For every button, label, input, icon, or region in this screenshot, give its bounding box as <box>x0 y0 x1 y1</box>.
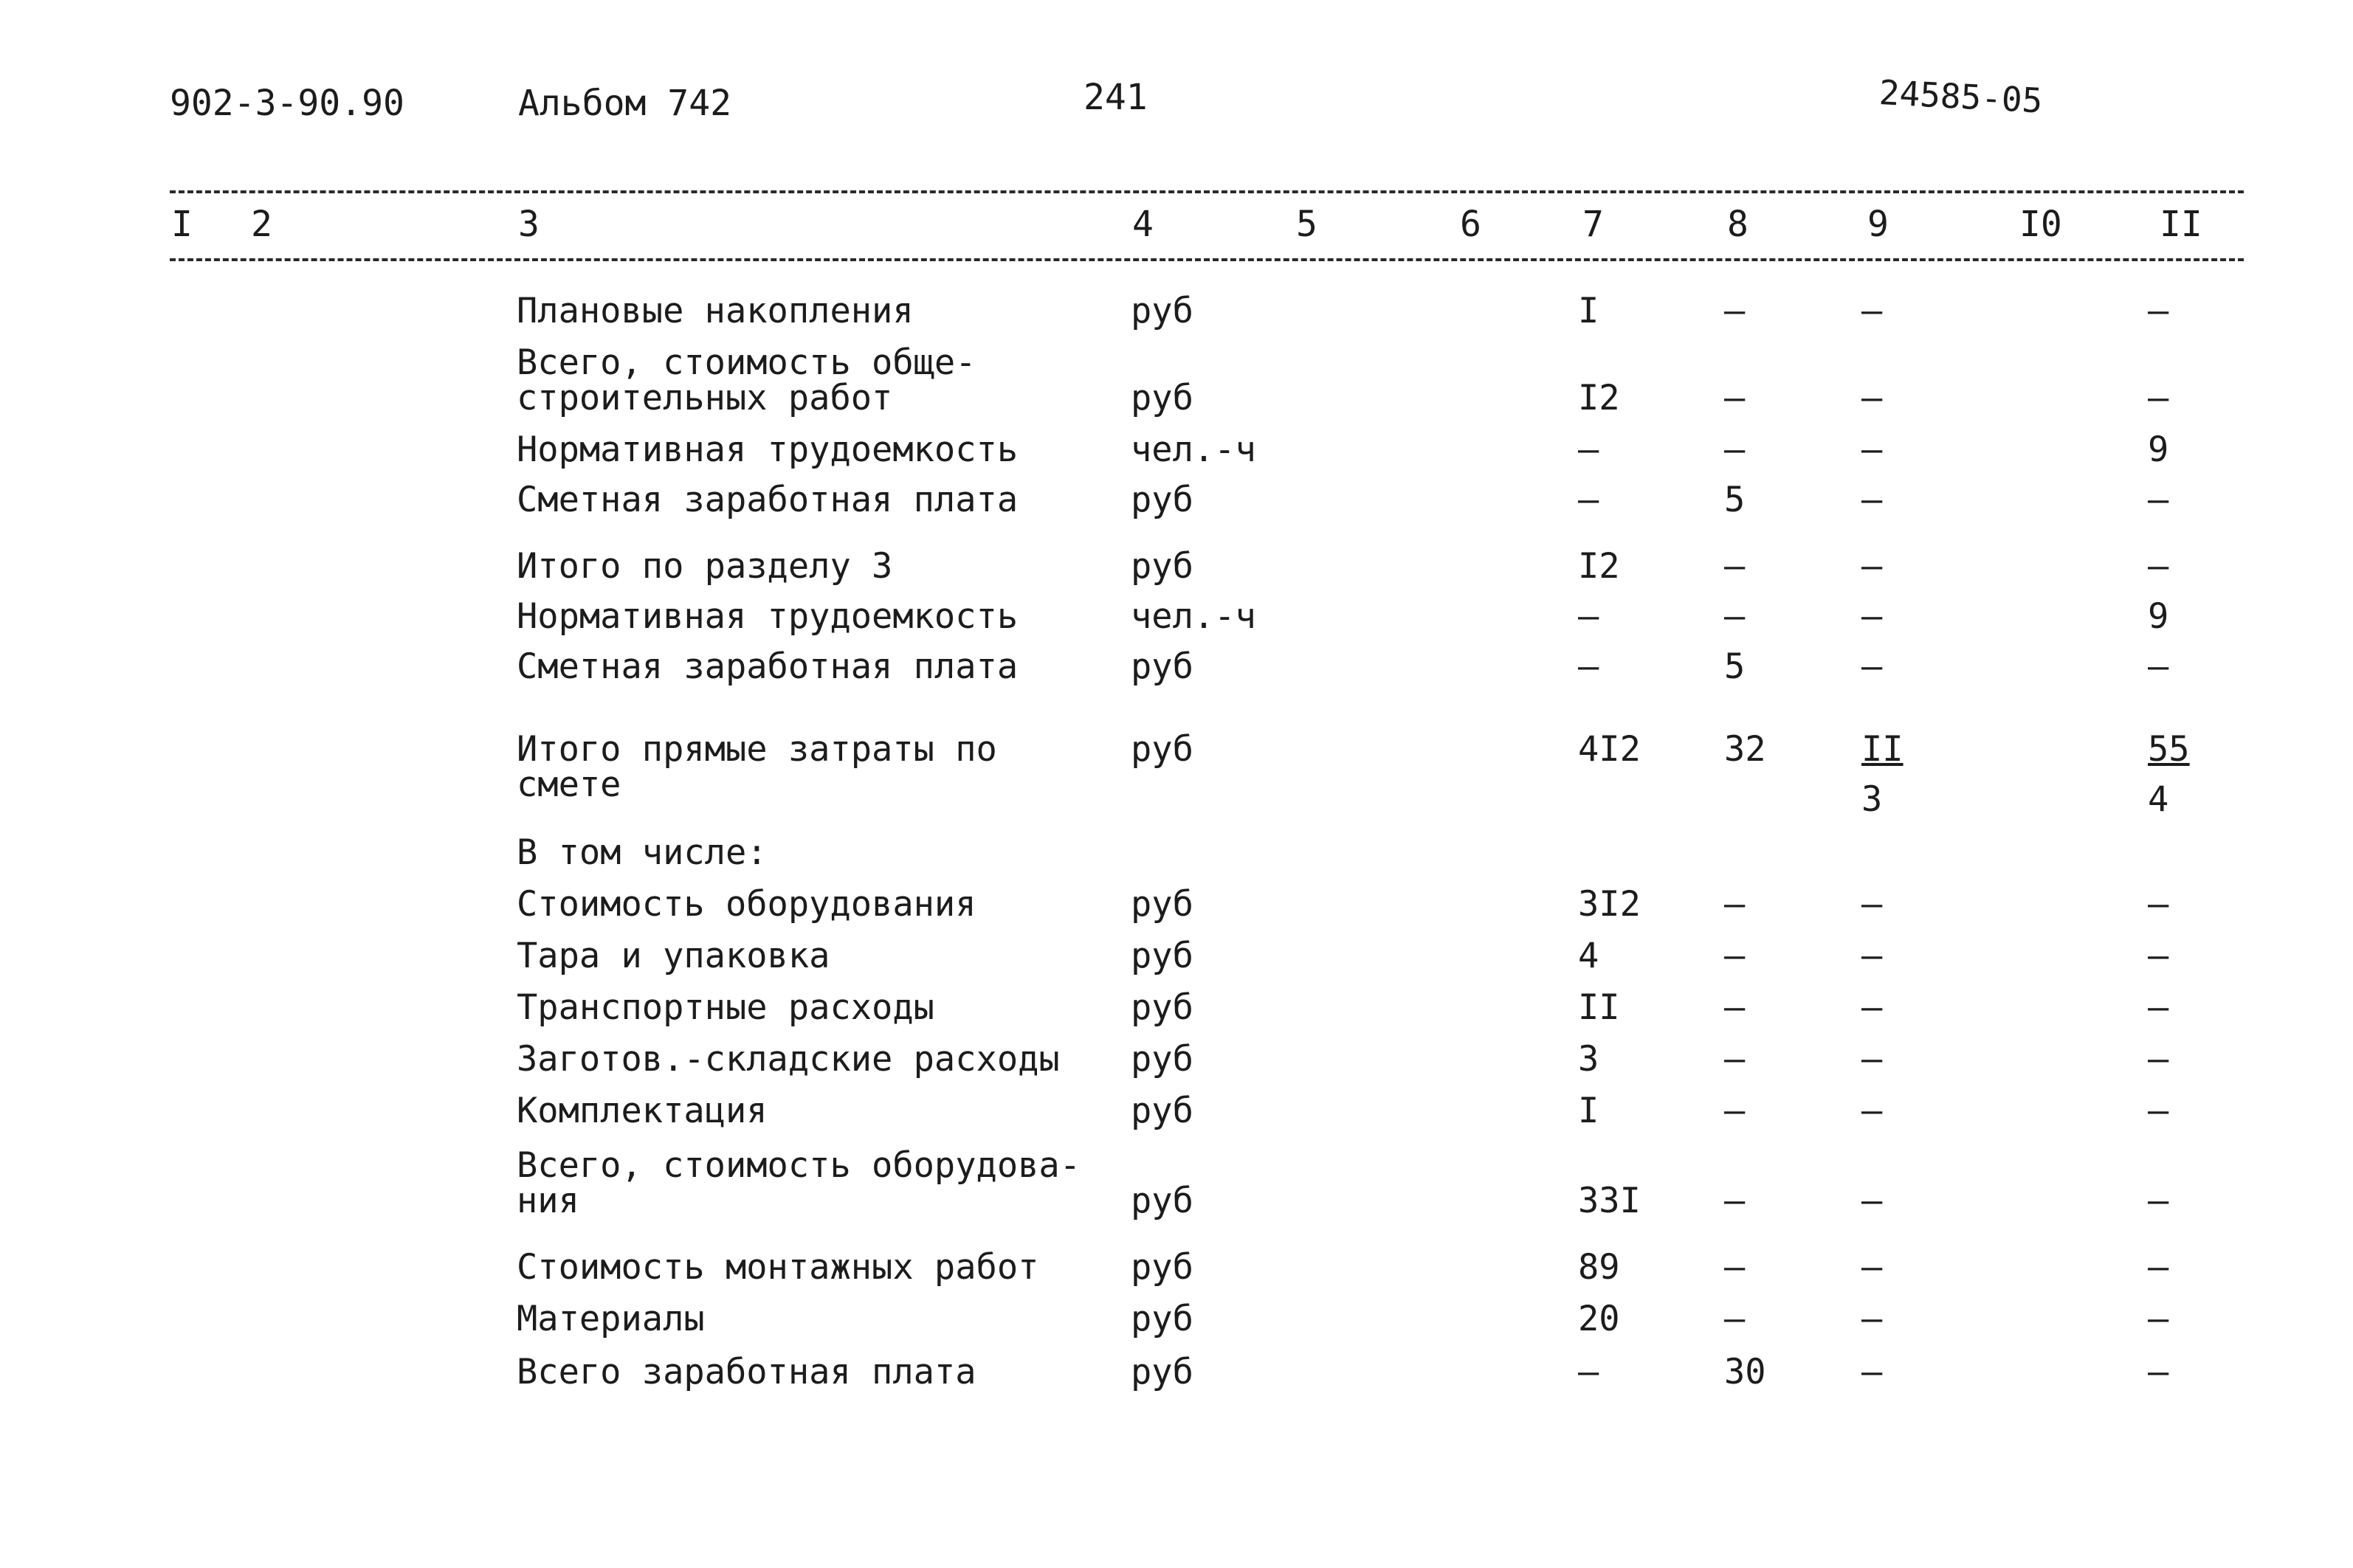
cell-col9: – <box>1861 987 1883 1028</box>
column-number: 5 <box>1296 204 1317 245</box>
cell-col11: – <box>2148 1181 2169 1221</box>
column-number: I <box>171 204 193 245</box>
cell-col7: II <box>1578 987 1620 1028</box>
cell-col8: – <box>1724 1247 1746 1288</box>
cell-col8: – <box>1724 1091 1746 1131</box>
row-unit: руб <box>1131 646 1193 687</box>
cell-col9-denominator: 3 <box>1861 779 1883 820</box>
column-number: 9 <box>1867 204 1889 245</box>
cell-col8: – <box>1724 596 1746 637</box>
cell-col11: – <box>2148 1247 2169 1288</box>
cell-col7: 4I2 <box>1578 729 1641 770</box>
cell-col9: – <box>1861 1352 1883 1392</box>
cell-col9: – <box>1861 936 1883 976</box>
row-unit: руб <box>1131 480 1193 520</box>
row-name: В том числе: <box>517 832 768 873</box>
cell-col7: – <box>1578 429 1599 470</box>
row-name: Всего, стоимость обще- строительных работ <box>517 342 976 418</box>
cell-col9: – <box>1861 596 1883 637</box>
row-name: Нормативная трудоемкость <box>517 596 1019 637</box>
album-label: Альбом 742 <box>518 83 731 124</box>
row-unit: руб <box>1131 936 1193 976</box>
row-name: Всего, стоимость оборудова- ния <box>517 1145 1081 1221</box>
cell-col9: – <box>1861 480 1883 520</box>
column-number: II <box>2160 204 2202 245</box>
cell-col8: – <box>1724 1299 1746 1339</box>
row-unit: руб <box>1131 546 1193 587</box>
row-name: Материалы <box>517 1299 705 1339</box>
row-unit: руб <box>1131 1091 1193 1131</box>
cell-col8: 32 <box>1724 729 1766 770</box>
row-unit: руб <box>1131 987 1193 1028</box>
cell-col8: – <box>1724 987 1746 1028</box>
cell-col11: – <box>2148 1039 2169 1080</box>
cell-col11: 9 <box>2148 596 2169 637</box>
row-name: Тара и упаковка <box>517 936 830 976</box>
row-name: Итого прямые затраты по смете <box>517 729 997 805</box>
cell-col9-numerator: II <box>1861 729 1904 770</box>
cell-col7: I2 <box>1578 546 1620 587</box>
row-name: Стоимость монтажных работ <box>517 1247 1039 1288</box>
row-unit: руб <box>1131 729 1193 770</box>
column-number: 8 <box>1727 204 1749 245</box>
row-unit: руб <box>1131 1039 1193 1080</box>
cell-col11: – <box>2148 646 2169 687</box>
row-unit: чел.-ч <box>1131 429 1256 470</box>
cell-col11: – <box>2148 1352 2169 1392</box>
cell-col7: I2 <box>1578 378 1620 418</box>
cell-col9: – <box>1861 1181 1883 1221</box>
cell-col7: 4 <box>1578 936 1599 976</box>
cell-col8: – <box>1724 378 1746 418</box>
cell-col8: – <box>1724 1039 1746 1080</box>
cell-col8: – <box>1724 291 1746 331</box>
cell-col7: 20 <box>1578 1299 1620 1339</box>
cell-col11: – <box>2148 480 2169 520</box>
cell-col7: 89 <box>1578 1247 1620 1288</box>
cell-col9: – <box>1861 378 1883 418</box>
column-number: 6 <box>1460 204 1481 245</box>
cell-col7: 3 <box>1578 1039 1599 1080</box>
cell-col9: – <box>1861 291 1883 331</box>
cell-col11: – <box>2148 987 2169 1028</box>
cell-col11: – <box>2148 936 2169 976</box>
document-number: 902-3-90.90 <box>170 83 404 124</box>
row-name: Нормативная трудоемкость <box>517 429 1019 470</box>
row-name: Плановые накопления <box>517 291 914 331</box>
cell-col11: – <box>2148 884 2169 925</box>
cell-col7: 3I2 <box>1578 884 1641 925</box>
row-name: Комплектация <box>517 1091 768 1131</box>
row-unit: руб <box>1131 1352 1193 1392</box>
row-unit: руб <box>1131 378 1193 418</box>
cell-col11: – <box>2148 1299 2169 1339</box>
row-unit: руб <box>1131 1181 1193 1221</box>
cell-col9: – <box>1861 1039 1883 1080</box>
cell-col11: – <box>2148 291 2169 331</box>
column-number: I0 <box>2019 204 2062 245</box>
cell-col8: – <box>1724 884 1746 925</box>
row-unit: руб <box>1131 291 1193 331</box>
row-name: Стоимость оборудования <box>517 884 976 925</box>
cell-col9: – <box>1861 1299 1883 1339</box>
cell-col9: – <box>1861 1247 1883 1288</box>
cell-col8: 5 <box>1724 646 1746 687</box>
cell-col11-numerator: 55 <box>2148 729 2190 770</box>
cell-col9: – <box>1861 646 1883 687</box>
cell-col8: – <box>1724 546 1746 587</box>
column-number: 7 <box>1582 204 1604 245</box>
cell-col11: 9 <box>2148 429 2169 470</box>
handwritten-code: 24585-05 <box>1878 72 2044 121</box>
cell-col7: – <box>1578 646 1599 687</box>
cell-col7: 33I <box>1578 1181 1641 1221</box>
row-name: Итого по разделу 3 <box>517 546 893 587</box>
row-unit: руб <box>1131 1247 1193 1288</box>
cell-col9: – <box>1861 884 1883 925</box>
cell-col11: – <box>2148 378 2169 418</box>
row-name: Заготов.-складские расходы <box>517 1039 1060 1080</box>
cell-col8: – <box>1724 936 1746 976</box>
row-name: Сметная заработная плата <box>517 480 1019 520</box>
cell-col9: – <box>1861 429 1883 470</box>
row-name: Сметная заработная плата <box>517 646 1019 687</box>
page-number: 241 <box>1084 77 1148 118</box>
row-unit: руб <box>1131 1299 1193 1339</box>
cell-col7: I <box>1578 1091 1599 1131</box>
column-number: 4 <box>1132 204 1154 245</box>
cell-col11-denominator: 4 <box>2148 779 2169 820</box>
row-unit: руб <box>1131 884 1193 925</box>
cell-col7: – <box>1578 480 1599 520</box>
cell-col8: 5 <box>1724 480 1746 520</box>
cell-col7: – <box>1578 1352 1599 1392</box>
cell-col9: – <box>1861 546 1883 587</box>
cell-col11: – <box>2148 546 2169 587</box>
cell-col8: – <box>1724 429 1746 470</box>
column-number: 2 <box>251 204 272 245</box>
row-name: Всего заработная плата <box>517 1352 976 1392</box>
row-name: Транспортные расходы <box>517 987 934 1028</box>
row-unit: чел.-ч <box>1131 596 1256 637</box>
cell-col7: I <box>1578 291 1599 331</box>
cell-col9: – <box>1861 1091 1883 1131</box>
cell-col8: – <box>1724 1181 1746 1221</box>
cell-col8: 30 <box>1724 1352 1766 1392</box>
cell-col11: – <box>2148 1091 2169 1131</box>
column-number: 3 <box>518 204 540 245</box>
cell-col7: – <box>1578 596 1599 637</box>
